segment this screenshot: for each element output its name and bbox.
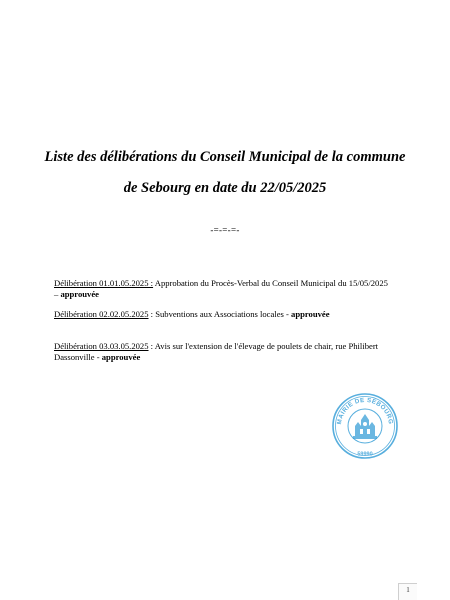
deliberation-status: approuvée [60, 289, 99, 299]
stamp-code: 59990 [357, 451, 373, 458]
deliberation-status: approuvée [291, 309, 330, 319]
document-title-line-2: de Sebourg en date du 22/05/2025 [123, 180, 327, 196]
mairie-stamp-seal [331, 392, 399, 460]
page-number-box [398, 583, 417, 600]
deliberation-text: : Avis sur l'extension de l'élevage de poulets de chair, rue Philibert Dassonville - [54, 341, 379, 362]
deliberation-item-1 [54, 278, 394, 300]
page-number: 1 [406, 586, 410, 594]
deliberation-ref: Délibération 03.03.05.2025 [54, 341, 149, 351]
deliberation-ref: Délibération 01.01.05.2025 : [54, 278, 154, 288]
deliberation-item-2 [54, 309, 394, 320]
document-title-line-1: Liste des délibérations du Conseil Municipal de la commune [44, 149, 406, 165]
deliberation-item-3 [54, 341, 394, 363]
stamp-text: MAIRIE DE SEBOURG [335, 396, 395, 425]
deliberation-status: approuvée [101, 352, 141, 362]
deliberation-text: : Subventions aux Associations locales - [148, 309, 292, 319]
deliberation-ref: Délibération 02.02.05.2025 [54, 309, 149, 319]
separator: -=-=-=- [210, 225, 240, 235]
deliberation-text: Approbation du Procès-Verbal du Conseil Municipal du 15/05/2025 – [54, 278, 388, 299]
